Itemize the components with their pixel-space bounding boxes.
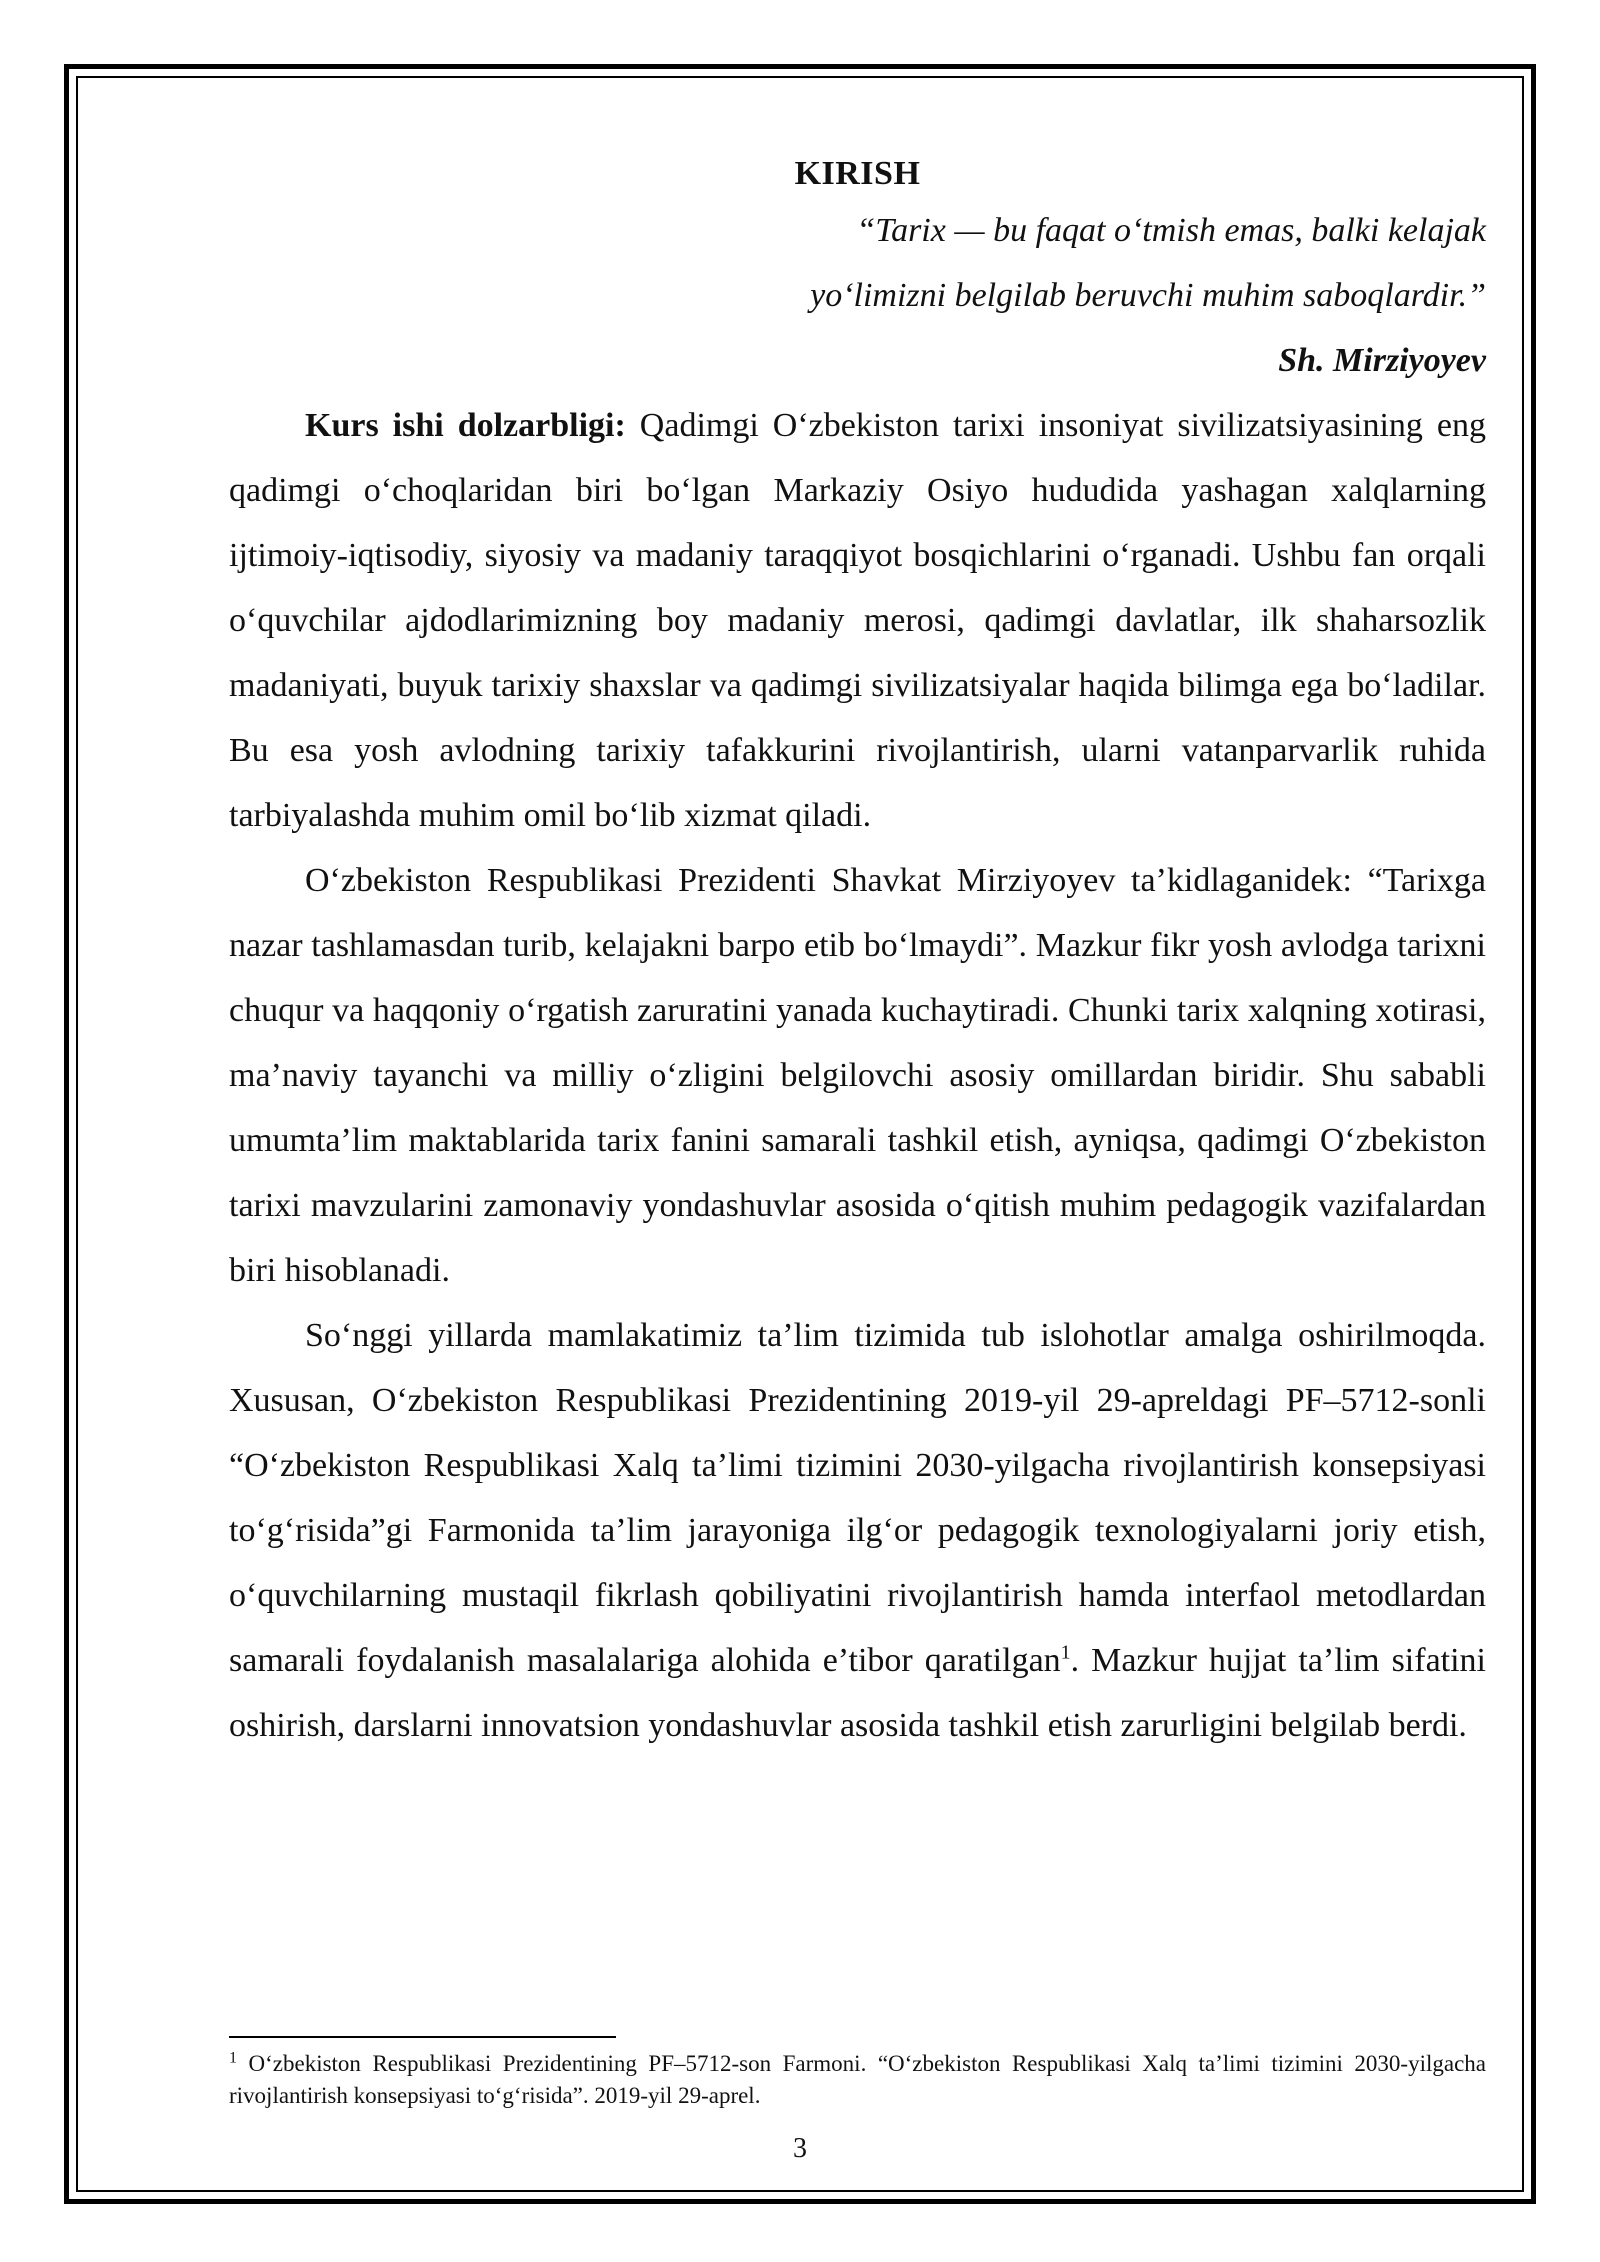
paragraph-relevance-label: Kurs ishi dolzarbligi: <box>305 407 626 444</box>
epigraph <box>229 198 1486 393</box>
section-heading: KIRISH <box>794 155 921 192</box>
page-content <box>229 150 1486 1758</box>
epigraph-line-1: “Tarix — bu faqat o‘tmish emas, balki kelajak <box>856 212 1486 249</box>
paragraph-president-quote: O‘zbekiston Respublikasi Prezidenti Shavkat Mirziyoyev ta’kidlaganidek: “Tarixga nazar tashlamasdan turib, kelajakni barpo etib bo‘lmaydi”. Mazkur fikr yosh avlodga tarixni chuqur va haqqoniy o‘rgatish zaruratini yanada kuchaytiradi. Chunki tarix xalqning xotirasi, ma’naviy tayanchi va milliy o‘zligini belgilovchi asosiy omillardan biridir. Shu sababli umumta’lim maktablarida tarix fanini samarali tashkil etish, ayniqsa, qadimgi O‘zbekiston tarixi mavzularini zamonaviy yondashuvlar asosida o‘qitish muhim pedagogik vazifalardan biri hisoblanadi. <box>229 862 1486 1289</box>
page-number: 3 <box>793 2133 807 2164</box>
footnote-separator <box>229 2036 616 2038</box>
footnote-reference[interactable]: 1 <box>1060 1641 1071 1664</box>
paragraph-reforms <box>229 1303 1486 1758</box>
epigraph-line-2: yo‘limizni belgilab beruvchi muhim saboqlardir.” <box>810 277 1486 314</box>
footnote <box>229 2048 1486 2112</box>
paragraph-reforms-text-a: So‘nggi yillarda mamlakatimiz ta’lim tizimida tub islohotlar amalga oshirilmoqda. Xususan, O‘zbekiston Respublikasi Prezidentining 2019-yil 29-apreldagi PF–5712-sonli “O‘zbekiston Respublikasi Xalq ta’limi tizimini 2030-yilgacha rivojlantirish konsepsiyasi to‘g‘risida”gi Farmonida ta’lim jarayoniga ilg‘or pedagogik texnologiyalarni joriy etish, o‘quvchilarning mustaqil fikrlash qobiliyatini rivojlantirish hamda interfaol metodlardan samarali foydalanish masalalariga alohida e’tibor qaratilgan <box>229 1317 1486 1679</box>
footnote-text: O‘zbekiston Respublikasi Prezidentining PF–5712-son Farmoni. “O‘zbekiston Respublikasi Xalq ta’limi tizimini 2030-yilgacha rivojlantirish konsepsiyasi to‘g‘risida”. 2019-yil 29-aprel. <box>229 2051 1486 2108</box>
paragraph-relevance-text: Qadimgi O‘zbekiston tarixi insoniyat sivilizatsiyasining eng qadimgi o‘choqlaridan biri bo‘lgan Markaziy Osiyo hududida yashagan xalqlarning ijtimoiy-iqtisodiy, siyosiy va madaniy taraqqiyot bosqichlarini o‘rganadi. Ushbu fan orqali o‘quvchilar ajdodlarimizning boy madaniy merosi, qadimgi davlatlar, ilk shaharsozlik madaniyati, buyuk tarixiy shaxslar va qadimgi sivilizatsiyalar haqida bilimga ega bo‘ladilar. Bu esa yosh avlodning tarixiy tafakkurini rivojlantirish, ularni vatanparvarlik ruhida tarbiyalashda muhim omil bo‘lib xizmat qiladi. <box>229 407 1486 834</box>
paragraph-relevance <box>229 393 1486 848</box>
paragraph-reforms-text-b: . Mazkur hujjat ta’lim sifatini oshirish, darslarni innovatsion yondashuvlar asosida tashkil etish zarurligini belgilab berdi. <box>229 1642 1487 1744</box>
footnote-mark: 1 <box>229 2049 237 2067</box>
epigraph-author: Sh. Mirziyoyev <box>1278 342 1486 379</box>
